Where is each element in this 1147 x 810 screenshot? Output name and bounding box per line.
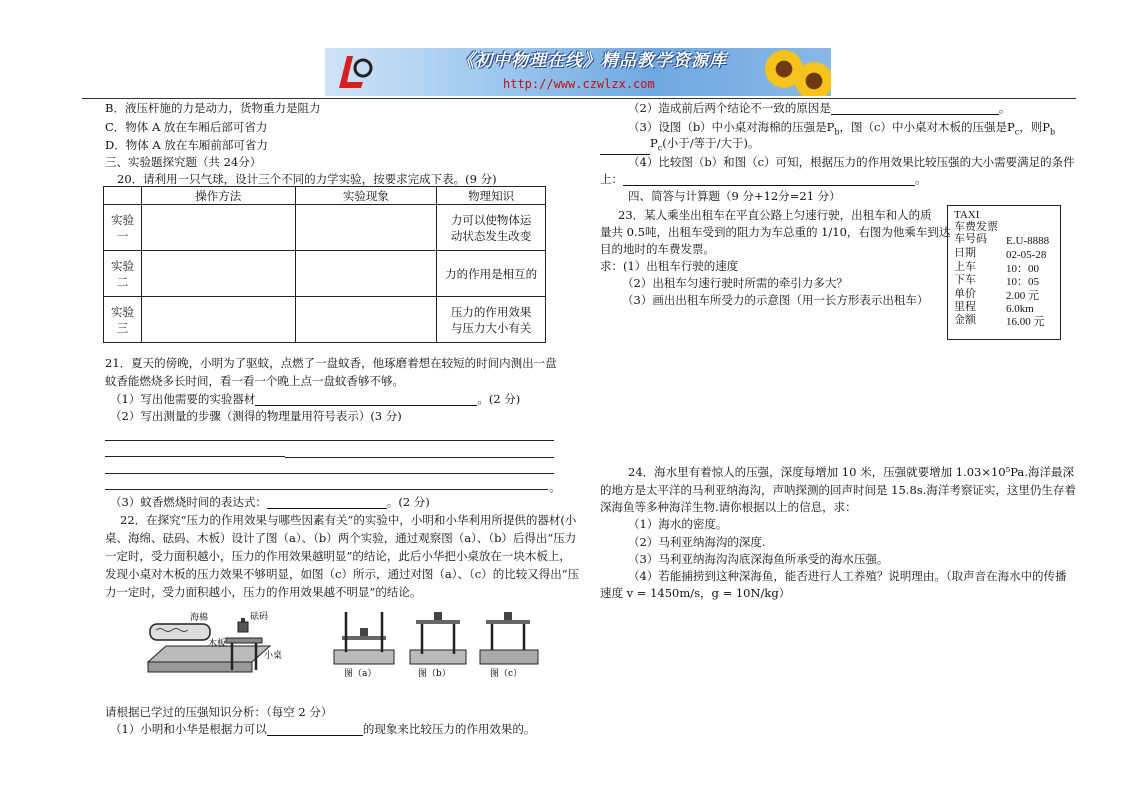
question-22-line4: 发现小桌对木板的压力效果不够明显，如图（c）所示，通过对图（a）、（c）的比较又得出“压 (105, 567, 580, 581)
receipt-value: 2.00 元 (1006, 290, 1039, 302)
q22-part3-text: ，图（c）中小桌对木板的压强是P (839, 120, 1015, 134)
figure-b (410, 612, 466, 664)
phenomenon-cell[interactable] (295, 297, 437, 343)
label-table: 小桌 (264, 651, 283, 661)
answer-line[interactable] (105, 456, 285, 457)
question-21-part2: （2）写出测量的步骤（测得的物理量用符号表示）(3 分) (110, 409, 402, 423)
phenomenon-cell[interactable] (295, 251, 437, 297)
option-c: C．物体 A 放在车厢后部可省力 (105, 120, 268, 134)
table-header: 操作方法 (141, 187, 295, 205)
receipt-key: 单价 (954, 288, 976, 300)
row-label-num: 三 (116, 320, 129, 335)
q22-part3-text: P (650, 136, 658, 150)
row-label: 实验 (110, 304, 134, 319)
question-22-part2 (628, 101, 1010, 115)
question-24-part2: （2）马利亚纳海沟的深度. (628, 535, 766, 549)
knowledge-text: 压力的作用效果 (450, 304, 532, 319)
answer-line[interactable] (285, 457, 554, 458)
question-21-line2: 蚊香能燃烧多长时间，看一看一个晚上点一盘蚊香够不够。 (105, 374, 404, 388)
operation-cell[interactable] (141, 251, 295, 297)
answer-blank[interactable] (267, 723, 363, 736)
question-22-part4: （4）比较图（b）和图（c）可知，根据压力的作用效果比较压强的大小需要满足的条件 (628, 155, 1075, 169)
answer-blank[interactable] (267, 496, 387, 509)
q22-part2-label: （2）造成前后两个结论不一致的原因是 (628, 101, 831, 115)
option-d: D．物体 A 放在车厢前部可省力 (105, 138, 268, 152)
receipt-key: 下车 (954, 274, 976, 286)
question-23-line3: 目的地时的车费发票。 (600, 242, 715, 256)
question-21-part1 (110, 392, 520, 406)
q21-part3-label: （3）蚊香燃烧时间的表达式： (110, 495, 267, 509)
table-header: 物理知识 (437, 187, 546, 205)
subscript: c (657, 143, 663, 153)
receipt-value: 10：00 (1006, 263, 1039, 275)
weight-icon (238, 618, 248, 632)
q22-part3-text: (小于/等于/大于)。 (662, 136, 760, 150)
row-label-num: 二 (116, 274, 129, 289)
figure-c (480, 612, 538, 664)
knowledge-text: 动状态发生改变 (450, 228, 532, 243)
row-label: 实验 (110, 258, 134, 273)
question-23-part1: 求：(1）出租车行驶的速度 (600, 259, 739, 273)
answer-blank[interactable] (600, 142, 650, 155)
operation-cell[interactable] (141, 297, 295, 343)
q22-part4-label: 上： (600, 172, 623, 186)
receipt-title: TAXI (954, 209, 980, 221)
question-22-line5: 力一定时，受力面积越小，压力的作用效果越不明显”的结论。 (105, 585, 422, 599)
receipt-key: 车号码 (954, 233, 987, 245)
q21-part3-score: 。(2 分) (386, 495, 430, 509)
subscript: c (1014, 127, 1020, 137)
table-header: 实验现象 (295, 187, 437, 205)
header-banner (325, 48, 831, 96)
banner-url[interactable]: http://www.czwlzx.com (503, 77, 655, 91)
answer-line[interactable] (105, 440, 554, 441)
table-corner (104, 187, 142, 205)
phenomenon-cell[interactable] (295, 205, 437, 251)
subscript: b (834, 127, 840, 137)
label-fig-c: 图（c） (490, 669, 523, 679)
question-24-line3: 深海鱼等多种海洋生物.请你根据以上的信息，求： (600, 500, 857, 514)
q22-part3-text: （3）设图（b）中小桌对海棉的压强是P (628, 120, 835, 134)
q22-part3-text: ，则P (1019, 120, 1050, 134)
question-22-line1: 22．在探究“压力的作用效果与哪些因素有关”的实验中，小明和小华利用所提供的器材(小 (120, 513, 577, 527)
label-board: 木板 (208, 639, 227, 649)
subscript: b (1049, 127, 1056, 137)
question-24-part1: （1）海水的密度。 (628, 517, 728, 531)
question-22-part1 (110, 722, 535, 736)
banner-title: 《初中物理在线》精品教学资源库 (457, 51, 727, 71)
board-icon (148, 646, 270, 672)
question-24-part3: （3）马利亚纳海沟沟底深海鱼所承受的海水压强。 (628, 552, 889, 566)
receipt-value: E.U-8888 (1006, 235, 1050, 247)
question-22-line2: 桌、海绵、砝码、木板）设计了图（a）、（b）两个实验，通过观察图（a）、（b）后得出“压力 (105, 531, 577, 545)
period: 。 (549, 480, 561, 494)
question-21-part3 (110, 495, 430, 509)
question-24-line2: 的地方是太平洋的马利亚纳海沟，声呐探测的回声时间是 15.8s.海洋考察证实，这里仍生存着 (600, 483, 1076, 497)
question-22-part4-line2 (600, 172, 927, 186)
question-21-line1: 21．夏天的傍晚，小明为了驱蚊，点燃了一盘蚊香，他琢磨着想在较短的时间内测出一盘 (105, 356, 557, 370)
q22-part1-suffix: 的现象来比较压力的作用效果的。 (362, 722, 536, 736)
row-label: 实验 (110, 212, 134, 227)
label-weight: 砝码 (250, 612, 269, 622)
section-4-title: 四、简答与计算题（9 分+12分=21 分） (628, 189, 841, 203)
table-row (104, 205, 546, 251)
question-20: 20．请利用一只气球，设计三个不同的力学实验，按要求完成下表。(9 分) (117, 172, 497, 186)
operation-cell[interactable] (141, 205, 295, 251)
receipt-key: 金额 (954, 314, 976, 326)
answer-line[interactable] (105, 489, 548, 490)
row-label-num: 一 (116, 228, 129, 243)
question-23-line1: 23．某人乘坐出租车在平直公路上匀速行驶，出租车和人的质 (618, 208, 932, 222)
receipt-subtitle: 车费发票 (954, 221, 998, 233)
question-23-part2: （2）出租车匀速行驶时所需的牵引力多大？ (622, 276, 848, 290)
label-fig-b: 图（b） (418, 669, 451, 679)
option-b: B．液压杆施的力是动力，货物重力是阻力 (105, 101, 321, 115)
taxi-receipt (947, 205, 1061, 340)
question-24-part4: （4）若能捕捞到这种深海鱼，能否进行人工养殖？说明理由。（取声音在海水中的传播 (628, 569, 1067, 583)
experiment-table (103, 186, 546, 343)
knowledge-text: 与压力大小有关 (450, 320, 532, 335)
figure-a (334, 612, 394, 664)
q21-part1-score: 。(2 分) (477, 392, 521, 406)
question-22-prompt: 请根据已学过的压强知识分析：（每空 2 分） (105, 705, 333, 719)
q22-part1-label: （1）小明和小华是根据力可以 (110, 722, 267, 736)
pressure-experiment-figure (146, 610, 556, 690)
label-fig-a: 图（a） (344, 669, 377, 679)
question-22-part3-line2 (600, 136, 759, 155)
answer-blank[interactable] (255, 393, 477, 406)
receipt-value: 16.00 元 (1006, 316, 1045, 328)
question-23-line2: 量共 0.5吨，出租车受到的阻力为车总重的 1/10，右图为他乘车到达 (600, 225, 951, 239)
receipt-value: 10：05 (1006, 276, 1039, 288)
header-divider (82, 98, 1076, 99)
question-22-line3: 一定时，受力面积越小，压力的作用效果越明显”的结论，此后小华把小桌放在一块木板上， (105, 549, 571, 563)
knowledge-text: 力的作用是相互的 (445, 266, 538, 281)
question-24-line1: 24．海水里有着惊人的压强，深度每增加 10 米，压强就要增加 1.03×10⁵Pa.海洋最深 (628, 465, 1074, 479)
logo-icon (333, 52, 375, 92)
receipt-value: 6.0km (1006, 303, 1034, 315)
q22-part4-period: 。 (915, 172, 927, 186)
answer-line[interactable] (105, 473, 554, 474)
receipt-key: 日期 (954, 247, 976, 259)
question-23-part3: （3）画出出租车所受力的示意图（用一长方形表示出租车） (622, 293, 929, 307)
q21-part1-label: （1）写出他需要的实验器材 (110, 392, 256, 406)
table-row (104, 251, 546, 297)
receipt-key: 上车 (954, 261, 976, 273)
question-24-part4-line2: 速度 v = 1450m/s，g = 10N/kg） (600, 586, 791, 600)
receipt-key: 里程 (954, 301, 976, 313)
section-3-title: 三、实验题探究题（共 24分） (105, 155, 262, 169)
table-row (104, 297, 546, 343)
answer-blank[interactable] (623, 173, 915, 186)
sunflower-icon (795, 62, 831, 96)
q22-part2-period: 。 (998, 101, 1011, 115)
receipt-value: 02-05-28 (1006, 249, 1047, 261)
knowledge-text: 力可以使物体运 (450, 212, 532, 227)
sponge-icon (150, 624, 210, 640)
answer-blank[interactable] (831, 102, 999, 115)
label-sponge: 海棉 (190, 613, 209, 623)
